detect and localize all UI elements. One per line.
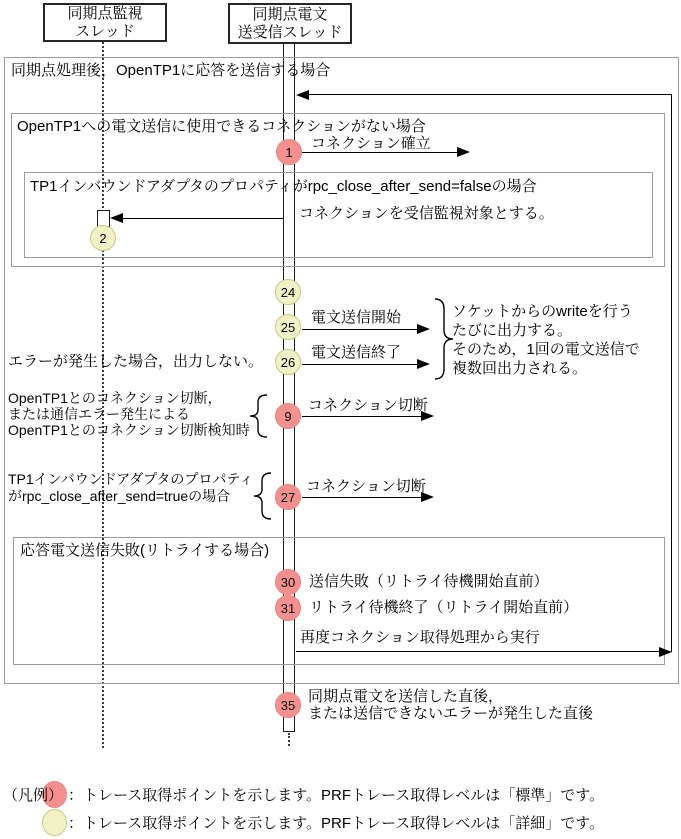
- message-watch-shaft: [122, 218, 283, 219]
- message-connect-label: コネクション確立: [311, 135, 431, 152]
- trace-point-35: 35: [275, 692, 301, 718]
- legend-detail-marker: [42, 809, 67, 836]
- legend-title: （凡例）: [3, 787, 64, 804]
- lifeline-sendrecv-stub: [288, 733, 290, 746]
- message-connect-shaft: [302, 152, 458, 153]
- thread-box-sync-monitor: [43, 3, 167, 42]
- message-disconnect27-shaft: [302, 497, 422, 498]
- message-send-end-shaft: [302, 364, 418, 365]
- note-socket-line3: そのため，1回の電文送信で: [452, 341, 640, 358]
- message-send-start-label: 電文送信開始: [311, 309, 402, 326]
- legend-detail-text: ：トレース取得ポイントを示します。PRFトレース取得レベルは「詳細」です。: [68, 815, 605, 832]
- frame-rpc-close-false-label: TP1インバウンドアダプタのプロパティがrpc_close_after_send=falseの場合: [30, 178, 537, 195]
- note-socket-line2: たびに出力する。: [452, 322, 573, 339]
- message-send-fail-label: 送信失敗（リトライ待機開始直前）: [309, 573, 549, 590]
- message-send-end-arrowhead: [417, 359, 430, 369]
- note-disconnect-line2: または通信エラー発生による: [8, 406, 190, 422]
- trace-point-1: 1: [276, 139, 302, 165]
- note-error-no-output: エラーが発生した場合，出力しない。: [8, 353, 264, 370]
- left-brace-9: [248, 393, 270, 439]
- frame-retry-label: 応答電文送信失敗(リトライする場合): [20, 542, 270, 559]
- note-socket-line1: ソケットからのwriteを行う: [452, 303, 633, 320]
- note-disconnect-line1: OpenTP1とのコネクション切断，: [8, 390, 222, 406]
- message-disconnect9-shaft: [302, 416, 422, 417]
- retry-arrow-shaft: [296, 651, 660, 652]
- note-after35-line2: または送信できないエラーが発生した直後: [308, 705, 594, 722]
- message-connect-arrowhead: [457, 147, 470, 157]
- trace-point-31: 31: [275, 595, 301, 621]
- thread-sendrecv-line1: 同期点電文: [252, 5, 328, 23]
- note-socket-line4: 複数回出力される。: [452, 360, 588, 377]
- trace-point-27: 27: [275, 484, 301, 510]
- note-rpc-true-line1: TP1インバウンドアダプタのプロパティ: [8, 471, 254, 487]
- loop-vertical-line: [671, 94, 672, 652]
- message-watch-label: コネクションを受信監視対象とする。: [299, 205, 554, 222]
- thread-sendrecv-line2: 送受信スレッド: [237, 23, 343, 41]
- trace-point-26: 26: [275, 349, 301, 375]
- note-rpc-true-condition: [8, 471, 253, 505]
- message-disconnect9-label: コネクション切断: [308, 397, 428, 414]
- trace-point-2: 2: [90, 225, 116, 251]
- retry-arrowhead: [659, 647, 672, 657]
- note-disconnect-line3: OpenTP1とのコネクション切断検知時: [8, 422, 250, 438]
- note-rpc-true-line2: がrpc_close_after_send=trueの場合: [8, 488, 231, 504]
- thread-monitor-line2: スレッド: [75, 22, 135, 40]
- trace-point-30: 30: [275, 569, 301, 595]
- message-send-start-arrowhead: [417, 324, 430, 334]
- message-retry-exec: 再度コネクション取得処理から実行: [300, 629, 540, 646]
- note-socket-write: [452, 302, 640, 378]
- trace-point-9: 9: [275, 403, 301, 429]
- loop-return-arrowhead: [296, 90, 309, 100]
- frame-no-connection-label: OpenTP1への電文送信に使用できるコネクションがない場合: [17, 118, 426, 135]
- note-after35: [308, 688, 593, 722]
- thread-box-sync-sendrecv: [228, 3, 352, 44]
- trace-point-24: 24: [275, 279, 301, 305]
- message-retry-wait-end-label: リトライ待機終了（リトライ開始直前）: [309, 599, 579, 616]
- frame-outer-label: 同期点処理後，OpenTP1に応答を送信する場合: [11, 62, 331, 79]
- loop-return-shaft: [308, 94, 672, 95]
- left-brace-27: [252, 471, 274, 521]
- note-disconnect-condition: [8, 390, 250, 438]
- message-send-start-shaft: [302, 329, 418, 330]
- message-disconnect27-label: コネクション切断: [306, 478, 426, 495]
- thread-monitor-line1: 同期点監視: [67, 4, 143, 22]
- trace-point-25: 25: [275, 314, 301, 340]
- note-after35-line1: 同期点電文を送信した直後，: [308, 688, 504, 705]
- message-send-end-label: 電文送信終了: [311, 344, 402, 361]
- legend-standard-text: ：トレース取得ポイントを示します。PRFトレース取得レベルは「標準」です。: [68, 787, 605, 804]
